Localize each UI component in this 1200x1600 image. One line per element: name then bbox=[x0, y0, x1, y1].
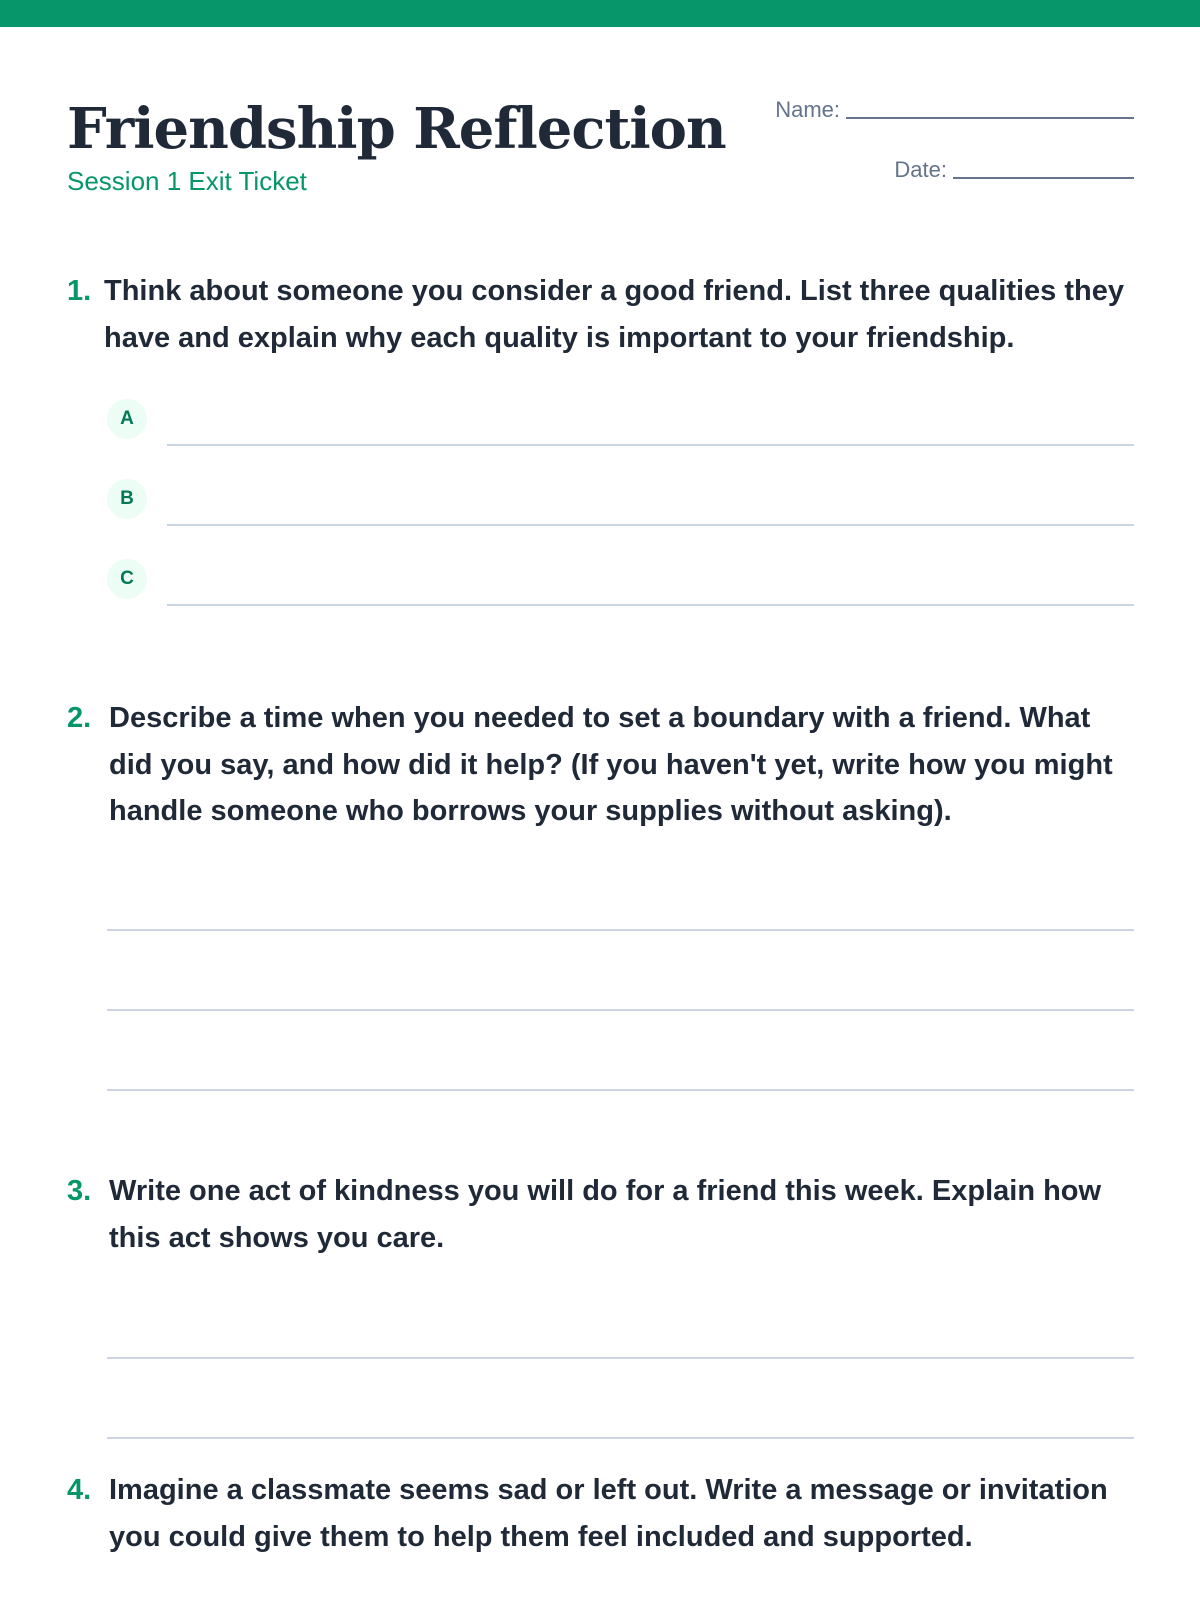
answer-row-a bbox=[107, 383, 1134, 463]
question-1-answers bbox=[107, 383, 1134, 623]
question-2 bbox=[67, 695, 1134, 1091]
question-4-text: Imagine a classmate seems sad or left out. Write a message or invitation you could give them to help them feel included and supported. bbox=[109, 1474, 1108, 1553]
page-title: Friendship Reflection bbox=[67, 96, 726, 162]
question-2-text: Describe a time when you needed to set a boundary with a friend. What did you say, and how did it help? (If you haven't yet, write how you might handle someone who borrows your supplies without asking). bbox=[109, 702, 1113, 827]
question-3-number: 3. bbox=[67, 1175, 92, 1207]
answer-line[interactable] bbox=[107, 851, 1134, 931]
date-field bbox=[894, 156, 1134, 184]
question-3-text: Write one act of kindness you will do for a friend this week. Explain how this act shows you care. bbox=[109, 1175, 1102, 1254]
date-label: Date: bbox=[894, 157, 947, 182]
answer-letter-b-badge: B bbox=[107, 479, 147, 519]
name-label: Name: bbox=[775, 97, 840, 122]
name-blank-line[interactable] bbox=[846, 117, 1134, 119]
date-blank-line[interactable] bbox=[953, 177, 1134, 179]
question-2-answers bbox=[107, 851, 1134, 1091]
answer-line-b[interactable] bbox=[167, 524, 1134, 526]
question-1 bbox=[67, 268, 1134, 623]
question-1-text: Think about someone you consider a good friend. List three qualities they have and explain why each quality is important to your friendship. bbox=[104, 275, 1124, 354]
answer-line[interactable] bbox=[107, 931, 1134, 1011]
name-field bbox=[775, 96, 1134, 124]
answer-letter-a-badge: A bbox=[107, 399, 147, 439]
page-subtitle: Session 1 Exit Ticket bbox=[67, 166, 307, 196]
question-4-number: 4. bbox=[67, 1474, 92, 1506]
question-4 bbox=[67, 1467, 1134, 1560]
answer-line-c[interactable] bbox=[167, 604, 1134, 606]
top-accent-bar bbox=[0, 0, 1200, 27]
question-4-prompt bbox=[67, 1467, 1134, 1560]
answer-line[interactable] bbox=[107, 1279, 1134, 1359]
answer-line-a[interactable] bbox=[167, 444, 1134, 446]
answer-letter-c-badge: C bbox=[107, 559, 147, 599]
question-3-answers bbox=[107, 1279, 1134, 1439]
question-2-prompt bbox=[67, 695, 1134, 835]
answer-line[interactable] bbox=[107, 1359, 1134, 1439]
answer-line[interactable] bbox=[107, 1011, 1134, 1091]
answer-row-c bbox=[107, 543, 1134, 623]
answer-row-b bbox=[107, 463, 1134, 543]
question-1-number: 1. bbox=[67, 275, 92, 307]
question-1-prompt bbox=[67, 268, 1134, 361]
question-3 bbox=[67, 1168, 1134, 1439]
question-2-number: 2. bbox=[67, 702, 92, 734]
question-3-prompt bbox=[67, 1168, 1134, 1261]
